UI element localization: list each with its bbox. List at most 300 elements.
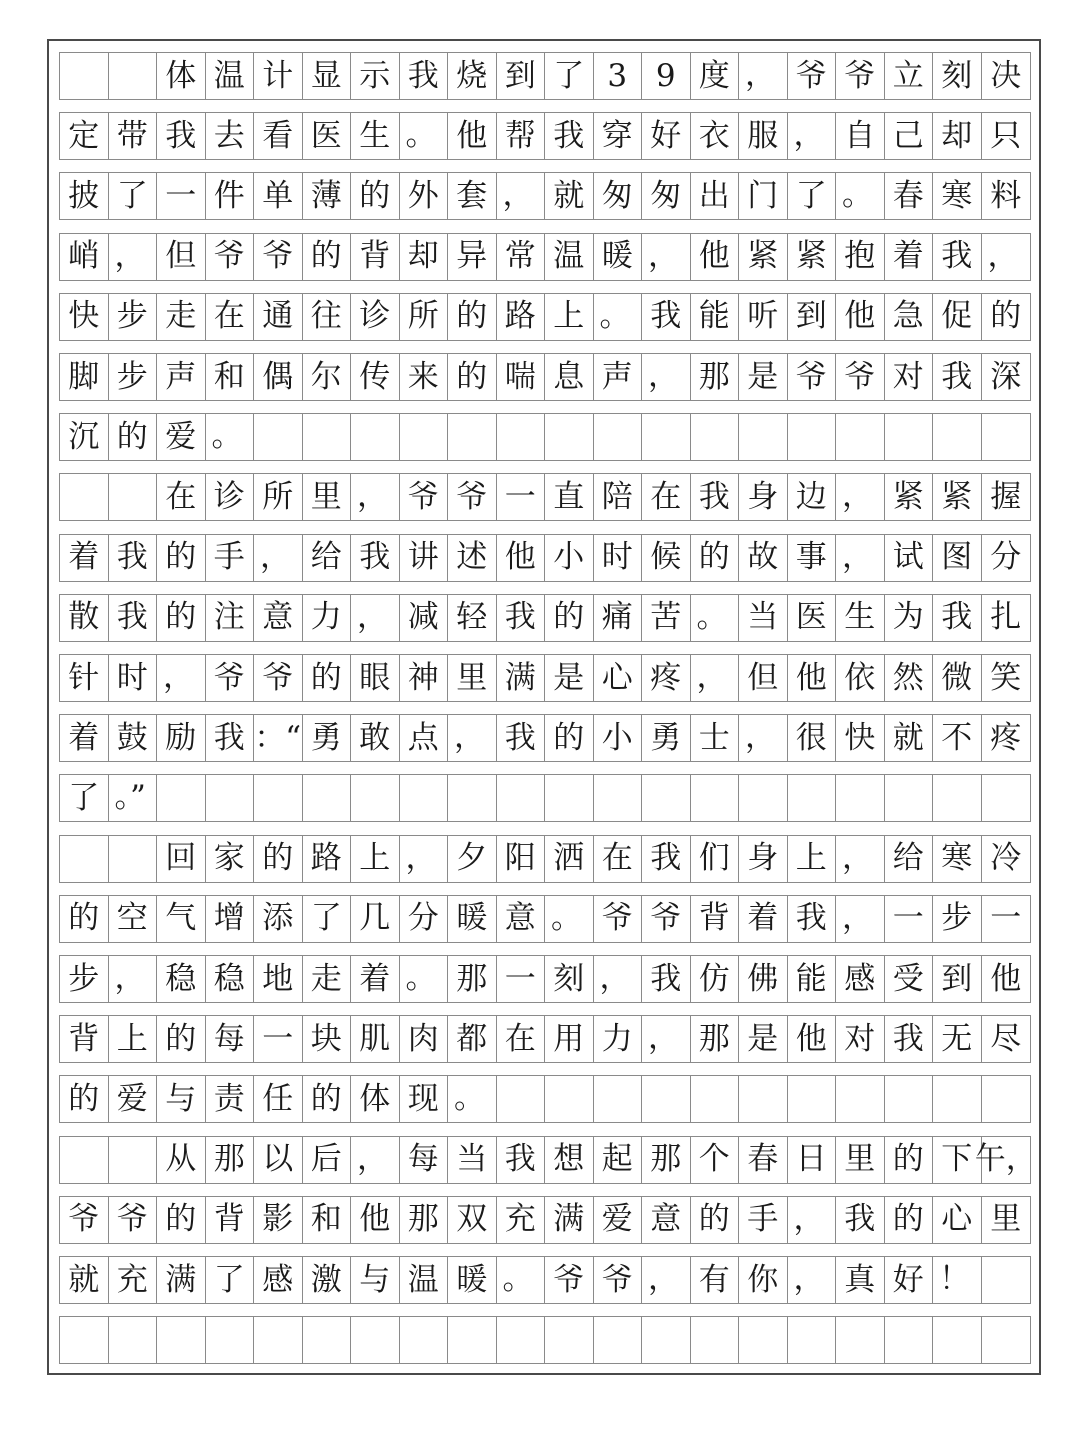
grid-row xyxy=(59,1316,1031,1364)
grid-cell-char: 我 xyxy=(642,956,691,1002)
grid-cell-char: 用 xyxy=(545,1016,594,1062)
grid-cell-char: 在 xyxy=(157,474,206,520)
grid-cell-char: 但 xyxy=(739,655,788,701)
grid-cell-empty xyxy=(497,1076,546,1122)
grid-cell-char: 爷 xyxy=(254,234,303,280)
grid-cell-char: 那 xyxy=(206,1137,255,1183)
grid-cell-char: 力 xyxy=(303,595,352,641)
grid-cell-char: 。 xyxy=(400,113,449,159)
grid-cell-char: 我 xyxy=(109,595,158,641)
grid-cell-char: 时 xyxy=(594,535,643,581)
grid-cell-char: 往 xyxy=(303,294,352,340)
grid-cell-char: 着 xyxy=(351,956,400,1002)
grid-cell-empty xyxy=(157,1317,206,1363)
grid-cell-char: 了 xyxy=(60,775,109,821)
grid-cell-char: 通 xyxy=(254,294,303,340)
grid-cell-char: 出 xyxy=(691,173,740,219)
grid-cell-char: 着 xyxy=(60,715,109,761)
grid-cell-char: 一 xyxy=(157,173,206,219)
grid-cell-empty xyxy=(60,474,109,520)
grid-cell-empty xyxy=(303,414,352,460)
grid-cell-char: 背 xyxy=(351,234,400,280)
grid-cell-char: 服 xyxy=(739,113,788,159)
grid-cell-char: 我 xyxy=(206,715,255,761)
grid-cell-char: 却 xyxy=(400,234,449,280)
grid-cell-char: 爷 xyxy=(545,1257,594,1303)
grid-cell-char: 春 xyxy=(885,173,934,219)
grid-cell-empty xyxy=(739,1317,788,1363)
grid-cell-char: 的 xyxy=(60,896,109,942)
grid-cell-char: ， xyxy=(836,836,885,882)
grid-cell-char: 单 xyxy=(254,173,303,219)
grid-cell-empty xyxy=(739,775,788,821)
grid-cell-char: 门 xyxy=(739,173,788,219)
grid-cell-char: 示 xyxy=(351,53,400,99)
grid-cell-empty xyxy=(691,1317,740,1363)
grid-cell-char: 爱 xyxy=(594,1197,643,1243)
grid-cell-char: 好 xyxy=(885,1257,934,1303)
grid-cell-char: 对 xyxy=(885,354,934,400)
grid-cell-char: 你 xyxy=(739,1257,788,1303)
grid-cell-char: 的 xyxy=(157,535,206,581)
grid-cell-char: 医 xyxy=(303,113,352,159)
grid-cell-char: 里 xyxy=(448,655,497,701)
grid-cell-char: 试 xyxy=(885,535,934,581)
grid-cell-char: 我 xyxy=(933,354,982,400)
grid-cell-char: 计 xyxy=(254,53,303,99)
grid-cell-char: 快 xyxy=(60,294,109,340)
grid-cell-char: ， xyxy=(836,474,885,520)
grid-cell-char: 。 xyxy=(206,414,255,460)
grid-cell-char: 我 xyxy=(109,535,158,581)
grid-cell-char: 爷 xyxy=(642,896,691,942)
grid-cell-char: 能 xyxy=(691,294,740,340)
grid-cell-char: 的 xyxy=(303,234,352,280)
grid-cell-char: 眼 xyxy=(351,655,400,701)
grid-cell-char: 我 xyxy=(157,113,206,159)
grid-cell-char: 背 xyxy=(691,896,740,942)
grid-cell-char: 诊 xyxy=(351,294,400,340)
grid-cell-char: 爷 xyxy=(448,474,497,520)
grid-cell-char: 爷 xyxy=(254,655,303,701)
grid-cell-char: 当 xyxy=(739,595,788,641)
grid-cell-char: ， xyxy=(987,237,1019,274)
grid-row xyxy=(59,112,1031,160)
grid-cell-char: 着 xyxy=(60,535,109,581)
grid-cell-empty xyxy=(788,1076,837,1122)
grid-cell-char: 他 xyxy=(351,1197,400,1243)
grid-cell-char: 的 xyxy=(60,1076,109,1122)
grid-row xyxy=(59,233,1031,281)
grid-cell-char: 却 xyxy=(933,113,982,159)
grid-cell-char: 和 xyxy=(206,354,255,400)
grid-cell-char: 一 xyxy=(497,474,546,520)
grid-row xyxy=(59,172,1031,220)
grid-cell-char: 激 xyxy=(303,1257,352,1303)
grid-cell-char: 尔 xyxy=(303,354,352,400)
grid-cell-char: 佛 xyxy=(739,956,788,1002)
grid-cell-empty xyxy=(982,1257,1031,1303)
grid-cell-char: 。 xyxy=(594,294,643,340)
grid-cell-empty xyxy=(982,414,1031,460)
grid-cell-char: 路 xyxy=(497,294,546,340)
grid-cell-char: 9 xyxy=(642,53,691,99)
grid-cell-char: 空 xyxy=(109,896,158,942)
grid-cell-char: 了 xyxy=(303,896,352,942)
grid-cell-char: 是 xyxy=(545,655,594,701)
grid-cell-char: 痛 xyxy=(594,595,643,641)
grid-cell-empty xyxy=(933,1317,982,1363)
grid-cell-empty xyxy=(157,775,206,821)
grid-cell-char: 针 xyxy=(60,655,109,701)
grid-cell-char: 促 xyxy=(933,294,982,340)
grid-cell-char: 薄 xyxy=(303,173,352,219)
grid-cell-char: 受 xyxy=(885,956,934,1002)
grid-cell-char: ， xyxy=(642,1016,691,1062)
grid-cell-char: 爷 xyxy=(109,1197,158,1243)
grid-cell-char: ， xyxy=(739,715,788,761)
grid-cell-char: 地 xyxy=(254,956,303,1002)
grid-cell-char: 衣 xyxy=(691,113,740,159)
grid-cell-char: 手 xyxy=(739,1197,788,1243)
grid-cell-char: 就 xyxy=(545,173,594,219)
grid-cell-empty xyxy=(788,1317,837,1363)
grid-cell-char: 握 xyxy=(990,478,1022,515)
grid-cell-char: 爷 xyxy=(594,1257,643,1303)
grid-cell-char: 走 xyxy=(157,294,206,340)
grid-cell-char: 烧 xyxy=(448,53,497,99)
grid-cell-char: 上 xyxy=(351,836,400,882)
grid-cell-char: 给 xyxy=(303,535,352,581)
grid-cell-empty xyxy=(885,1317,934,1363)
grid-cell-empty xyxy=(254,775,303,821)
grid-cell-char: 里 xyxy=(836,1137,885,1183)
grid-cell-char: 温 xyxy=(400,1257,449,1303)
grid-cell-char: 件 xyxy=(206,173,255,219)
grid-cell-empty xyxy=(594,1317,643,1363)
grid-cell-char: ， xyxy=(642,354,691,400)
grid-cell-empty xyxy=(206,1317,255,1363)
grid-cell-char: 小 xyxy=(545,535,594,581)
grid-cell-empty xyxy=(836,1076,885,1122)
grid-cell-char: 紧 xyxy=(788,234,837,280)
grid-cell-char: 下 xyxy=(933,1137,982,1183)
grid-cell-char: 满 xyxy=(157,1257,206,1303)
grid-cell-char: 沉 xyxy=(60,414,109,460)
grid-cell-char: 以 xyxy=(254,1137,303,1183)
grid-cell-char: 神 xyxy=(400,655,449,701)
grid-cell-empty xyxy=(642,1076,691,1122)
grid-cell-char: ， xyxy=(254,535,303,581)
grid-cell-char: 洒 xyxy=(545,836,594,882)
grid-cell-char: 所 xyxy=(400,294,449,340)
grid-cell-char: 是 xyxy=(739,1016,788,1062)
grid-cell-char: 生 xyxy=(351,113,400,159)
grid-cell-char: 敢 xyxy=(351,715,400,761)
grid-cell-char: 紧 xyxy=(885,474,934,520)
grid-cell-empty xyxy=(982,1317,1031,1363)
grid-cell-char: 扎 xyxy=(990,599,1022,636)
grid-cell-char: ， xyxy=(788,113,837,159)
grid-cell-char: 步 xyxy=(109,354,158,400)
grid-cell-char: 在 xyxy=(497,1016,546,1062)
grid-cell-char: 满 xyxy=(497,655,546,701)
grid-cell-char: 起 xyxy=(594,1137,643,1183)
grid-cell-empty xyxy=(982,775,1031,821)
grid-cell-empty xyxy=(109,474,158,520)
grid-cell-char: 走 xyxy=(303,956,352,1002)
grid-cell-char: 己 xyxy=(885,113,934,159)
grid-row xyxy=(59,774,1031,822)
grid-cell-empty xyxy=(836,1317,885,1363)
grid-cell-char: 听 xyxy=(739,294,788,340)
grid-cell-char: 爷 xyxy=(400,474,449,520)
grid-cell-empty xyxy=(351,775,400,821)
grid-cell-char: 满 xyxy=(545,1197,594,1243)
grid-cell-char: 励 xyxy=(157,715,206,761)
grid-cell-empty xyxy=(642,414,691,460)
grid-cell-char: 但 xyxy=(157,234,206,280)
grid-cell-char: 稳 xyxy=(157,956,206,1002)
grid-cell-empty xyxy=(545,414,594,460)
grid-cell-char: 立 xyxy=(885,53,934,99)
grid-cell-empty xyxy=(497,414,546,460)
grid-cell-char: 急 xyxy=(885,294,934,340)
grid-cell-char: 散 xyxy=(60,595,109,641)
grid-cell-char: 的 xyxy=(157,1016,206,1062)
grid-cell-char: ， xyxy=(448,715,497,761)
grid-row xyxy=(59,955,1031,1003)
grid-cell-char: 显 xyxy=(303,53,352,99)
grid-cell-char: 声 xyxy=(157,354,206,400)
grid-cell-char: 脚 xyxy=(60,354,109,400)
grid-cell-char: 感 xyxy=(836,956,885,1002)
grid-cell-char: 爱 xyxy=(157,414,206,460)
grid-cell-char: 然 xyxy=(885,655,934,701)
grid-cell-empty xyxy=(933,414,982,460)
grid-cell-char: 陪 xyxy=(594,474,643,520)
grid-cell-char: 步 xyxy=(60,956,109,1002)
grid-cell-char: 爷 xyxy=(836,354,885,400)
grid-cell-char: 寒 xyxy=(933,836,982,882)
grid-cell-char: ， xyxy=(109,956,158,1002)
grid-cell-char: 背 xyxy=(60,1016,109,1062)
grid-cell-char: 分 xyxy=(400,896,449,942)
grid-cell-char: 肌 xyxy=(351,1016,400,1062)
grid-cell-char: ， xyxy=(739,53,788,99)
grid-cell-char: 充 xyxy=(497,1197,546,1243)
grid-cell-char: 度 xyxy=(691,53,740,99)
grid-cell-char: 后 xyxy=(303,1137,352,1183)
grid-cell-char: 温 xyxy=(545,234,594,280)
grid-cell-char: ！ xyxy=(933,1257,982,1303)
grid-cell-empty xyxy=(351,414,400,460)
grid-cell-char: 的 xyxy=(157,1197,206,1243)
grid-cell-char: 常 xyxy=(497,234,546,280)
grid-cell-char: 爷 xyxy=(206,655,255,701)
grid-cell-char: 决 xyxy=(990,57,1022,94)
grid-cell-char: ， xyxy=(836,896,885,942)
grid-cell-char: 疼 xyxy=(642,655,691,701)
grid-row xyxy=(59,534,1031,582)
grid-cell-char: 我 xyxy=(836,1197,885,1243)
grid-cell-char: 寒 xyxy=(933,173,982,219)
grid-cell-char: 暖 xyxy=(594,234,643,280)
grid-cell-char: 为 xyxy=(885,595,934,641)
grid-cell-char: 真 xyxy=(836,1257,885,1303)
grid-cell-char: 的 xyxy=(691,1197,740,1243)
grid-cell-char: 去 xyxy=(206,113,255,159)
grid-cell-char: 峭 xyxy=(60,234,109,280)
grid-cell-empty xyxy=(109,1317,158,1363)
grid-cell-char: 心 xyxy=(933,1197,982,1243)
grid-cell-char: 到 xyxy=(788,294,837,340)
grid-cell-char: 小 xyxy=(594,715,643,761)
grid-cell-char: 爷 xyxy=(594,896,643,942)
grid-cell-char: ， xyxy=(351,595,400,641)
grid-cell-char: 时 xyxy=(109,655,158,701)
grid-cell-char: 体 xyxy=(351,1076,400,1122)
grid-cell-char: ， xyxy=(642,234,691,280)
grid-cell-char: 的 xyxy=(157,595,206,641)
grid-cell-char: 感 xyxy=(254,1257,303,1303)
grid-cell-char: 很 xyxy=(788,715,837,761)
grid-cell-char: 苦 xyxy=(642,595,691,641)
grid-cell-char: 都 xyxy=(448,1016,497,1062)
grid-cell-char: 我 xyxy=(788,896,837,942)
grid-cell-empty xyxy=(206,775,255,821)
grid-cell-empty xyxy=(691,775,740,821)
grid-cell-char: 爷 xyxy=(206,234,255,280)
grid-cell-empty xyxy=(60,53,109,99)
grid-cell-char: 一 xyxy=(497,956,546,1002)
grid-cell-char: ， xyxy=(836,535,885,581)
grid-cell-char: 步 xyxy=(933,896,982,942)
grid-cell-char: 异 xyxy=(448,234,497,280)
grid-row xyxy=(59,52,1031,100)
grid-cell-char: 冷 xyxy=(990,840,1022,877)
grid-row xyxy=(59,293,1031,341)
grid-cell-char: 刻 xyxy=(545,956,594,1002)
grid-cell-char: ， xyxy=(351,474,400,520)
grid-cell-empty xyxy=(109,53,158,99)
grid-cell-char: 微 xyxy=(933,655,982,701)
grid-cell-char: 我 xyxy=(351,535,400,581)
grid-cell-char: 的 xyxy=(885,1137,934,1183)
grid-row xyxy=(59,594,1031,642)
grid-cell-char: 好 xyxy=(642,113,691,159)
grid-cell-char: 他 xyxy=(448,113,497,159)
grid-cell-char: 声 xyxy=(594,354,643,400)
grid-cell-char: 。 xyxy=(545,896,594,942)
grid-row xyxy=(59,714,1031,762)
grid-cell-char: 喘 xyxy=(497,354,546,400)
grid-cell-char: ， xyxy=(157,655,206,701)
grid-cell-empty xyxy=(885,1076,934,1122)
grid-cell-char: 紧 xyxy=(933,474,982,520)
grid-cell-char: 有 xyxy=(691,1257,740,1303)
grid-cell-char: 我 xyxy=(691,474,740,520)
grid-cell-char: ， xyxy=(788,1257,837,1303)
grid-cell-empty xyxy=(594,414,643,460)
grid-cell-char: 对 xyxy=(836,1016,885,1062)
grid-cell-empty xyxy=(497,1317,546,1363)
grid-cell-char: 爷 xyxy=(788,354,837,400)
grid-cell-empty xyxy=(60,836,109,882)
grid-cell-char: ， xyxy=(109,234,158,280)
grid-cell-char: 影 xyxy=(254,1197,303,1243)
grid-cell-char: 直 xyxy=(545,474,594,520)
grid-cell-char: 那 xyxy=(691,1016,740,1062)
grid-cell-char: 的 xyxy=(990,298,1022,335)
grid-cell-empty xyxy=(254,1317,303,1363)
grid-cell-char: 快 xyxy=(836,715,885,761)
grid-cell-char: 与 xyxy=(351,1257,400,1303)
grid-cell-char: 轻 xyxy=(448,595,497,641)
grid-cell-empty xyxy=(594,775,643,821)
grid-cell-empty xyxy=(545,1076,594,1122)
grid-cell-empty xyxy=(400,1317,449,1363)
grid-cell-empty xyxy=(594,1076,643,1122)
grid-cell-char: 那 xyxy=(642,1137,691,1183)
grid-cell-char: 边 xyxy=(788,474,837,520)
grid-cell-char: 一 xyxy=(885,896,934,942)
grid-cell-char: 块 xyxy=(303,1016,352,1062)
grid-cell-char: 传 xyxy=(351,354,400,400)
grid-cell-char: 里 xyxy=(990,1201,1022,1238)
grid-cell-char: 与 xyxy=(157,1076,206,1122)
grid-cell-char: 一 xyxy=(254,1016,303,1062)
grid-cell-char: 意 xyxy=(254,595,303,641)
grid-cell-char: 上 xyxy=(109,1016,158,1062)
grid-cell-char: 他 xyxy=(788,655,837,701)
grid-cell-char: 深 xyxy=(990,358,1022,395)
grid-cell-char: 他 xyxy=(836,294,885,340)
grid-cell-char: 了 xyxy=(109,173,158,219)
grid-cell-empty xyxy=(933,775,982,821)
grid-cell-empty xyxy=(982,1076,1031,1122)
grid-cell-empty xyxy=(254,414,303,460)
grid-cell-char: 我 xyxy=(933,234,982,280)
grid-cell-char: 我 xyxy=(497,715,546,761)
grid-cell-char: 匆 xyxy=(594,173,643,219)
grid-cell-char: 穿 xyxy=(594,113,643,159)
grid-cell-char: 鼓 xyxy=(109,715,158,761)
grid-cell-empty xyxy=(691,414,740,460)
grid-cell-char: 看 xyxy=(254,113,303,159)
grid-cell-char: 爷 xyxy=(836,53,885,99)
grid-cell-char: 笑 xyxy=(990,659,1022,696)
grid-cell-char: 阳 xyxy=(497,836,546,882)
grid-cell-char: 图 xyxy=(933,535,982,581)
grid-cell-char: 息 xyxy=(545,354,594,400)
grid-cell-char: 匆 xyxy=(642,173,691,219)
grid-cell-empty xyxy=(351,1317,400,1363)
grid-cell-char: 所 xyxy=(254,474,303,520)
grid-cell-char: 抱 xyxy=(836,234,885,280)
grid-cell-empty xyxy=(60,1317,109,1363)
grid-cell-char: ， xyxy=(497,173,546,219)
grid-cell-empty xyxy=(497,775,546,821)
grid-cell-char: 偶 xyxy=(254,354,303,400)
grid-cell-char: 在 xyxy=(206,294,255,340)
grid-cell-char: 体 xyxy=(157,53,206,99)
grid-cell-char: ， xyxy=(788,1197,837,1243)
grid-cell-empty xyxy=(836,414,885,460)
grid-cell-char: 士 xyxy=(691,715,740,761)
grid-cell-char: 爷 xyxy=(788,53,837,99)
grid-cell-empty xyxy=(303,775,352,821)
